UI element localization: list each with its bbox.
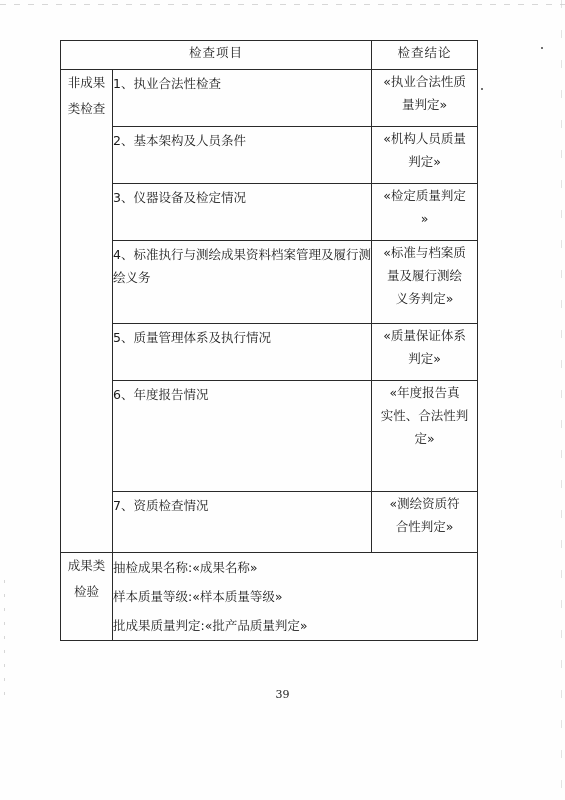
inspection-table <box>60 40 478 641</box>
conclusion-text: «标准与档案质 量及履行测绘 义务判定» <box>383 245 466 306</box>
scan-noise-left <box>4 580 5 700</box>
table-header-row <box>61 41 478 70</box>
category-non-result-label: 非成果 类检查 <box>67 75 106 116</box>
conclusion-text: «测绘资质符 合性判定» <box>389 496 460 534</box>
check-item-cell <box>113 241 372 324</box>
result-lines-cell <box>113 553 478 641</box>
check-item-text: 1、执业合法性检查 <box>113 76 221 91</box>
check-item-text: 5、质量管理体系及执行情况 <box>113 330 271 345</box>
table-row <box>61 324 478 381</box>
scan-noise-right <box>561 0 562 800</box>
table-row-result <box>61 553 478 641</box>
check-item-cell <box>113 127 372 184</box>
conclusion-cell <box>372 70 478 127</box>
table-row <box>61 241 478 324</box>
result-sample-name: 抽检成果名称:«成果名称» <box>113 560 258 575</box>
table-row <box>61 70 478 127</box>
conclusion-text: «检定质量判定 » <box>383 188 466 226</box>
check-item-text: 3、仪器设备及检定情况 <box>113 190 246 205</box>
check-item-cell <box>113 184 372 241</box>
category-non-result <box>61 70 113 553</box>
scan-speck <box>481 88 483 90</box>
check-item-cell <box>113 324 372 381</box>
conclusion-cell <box>372 127 478 184</box>
conclusion-cell <box>372 381 478 492</box>
check-item-cell <box>113 381 372 492</box>
check-item-text: 6、年度报告情况 <box>113 387 209 402</box>
header-item-column: 检查项目 <box>61 41 372 70</box>
conclusion-text: «机构人员质量 判定» <box>383 131 466 169</box>
scan-noise-top <box>0 4 565 5</box>
table-row <box>61 184 478 241</box>
page-number: 39 <box>275 688 290 701</box>
conclusion-text: «执业合法性质 量判定» <box>383 74 466 112</box>
conclusion-cell <box>372 184 478 241</box>
category-result <box>61 553 113 641</box>
check-item-cell <box>113 492 372 553</box>
table-row <box>61 492 478 553</box>
table-row <box>61 381 478 492</box>
check-item-text: 4、标准执行与测绘成果资料档案管理及履行测绘义务 <box>113 247 371 285</box>
conclusion-cell <box>372 324 478 381</box>
scan-speck <box>541 47 543 49</box>
check-item-text: 7、资质检查情况 <box>113 498 209 513</box>
table-row <box>61 127 478 184</box>
conclusion-text: «质量保证体系 判定» <box>383 328 466 366</box>
header-conclusion-column: 检查结论 <box>372 41 478 70</box>
conclusion-cell <box>372 241 478 324</box>
conclusion-cell <box>372 492 478 553</box>
check-item-text: 2、基本架构及人员条件 <box>113 133 246 148</box>
category-result-label: 成果类 检验 <box>67 558 106 599</box>
conclusion-text: «年度报告真 实性、合法性判 定» <box>380 385 469 446</box>
check-item-cell <box>113 70 372 127</box>
result-batch-judgement: 批成果质量判定:«批产品质量判定» <box>113 618 308 633</box>
result-sample-grade: 样本质量等级:«样本质量等级» <box>113 589 283 604</box>
